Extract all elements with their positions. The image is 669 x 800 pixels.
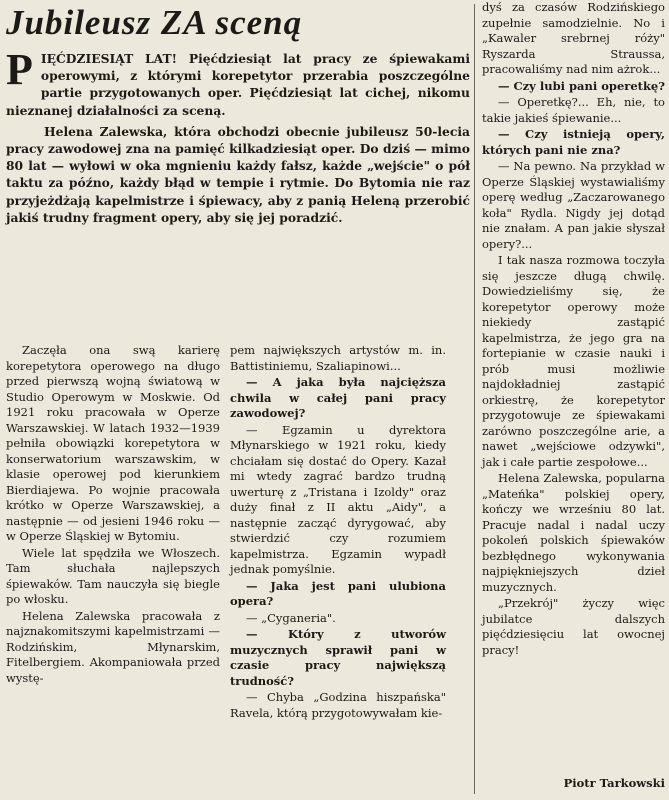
lead-p2: Helena Zalewska, która obchodzi obecnie jubileusz 50-lecia pracy zawodowej zna na pamięć kilkadziesiąt oper. Do dziś — mimo 80 lat — wyłowi w oka mgnieniu każdy fałsz, każde „wejście" o pół taktu za późno, każdy błąd w tempie i rytmie. Do Bytomia nie raz przyjeżdżają kapelmistrze i śpiewacy, aby z panią Heleną przerobić jakiś trudny fragment opery, aby się jej poradzić.: [6, 123, 470, 225]
interview-question: — Czy istnieją opery, których pani nie zna?: [482, 127, 665, 157]
col3-paragraph: dyś za czasów Rodzińskiego zupełnie samodzielnie. No i „Kawaler srebrnej róży" Ryszarda Straussa, pracowaliśmy nad nim ażrok...: [482, 0, 665, 76]
col1-paragraph: Helena Zalewska pracowała z najznakomitszymi kapelmistrzami — Rodzińskim, Młynarskim, Fitelbergiem. Akompaniowała przed wystę-: [6, 608, 220, 685]
lead-paragraphs: [6, 45, 470, 230]
interview-question: — A jaka była najcięższa chwila w całej pani pracy zawodowej?: [230, 375, 446, 420]
headline: Jubileusz ZA sceną: [6, 3, 303, 42]
col3-paragraph: „Przekrój" życzy więc jubilatce dalszych pięćdziesięciu lat owocnej pracy!: [482, 596, 665, 657]
col1-paragraph: Wiele lat spędziła we Włoszech. Tam słuchała najlepszych śpiewaków. Tam nauczyła się biegle po włosku.: [6, 545, 220, 606]
col2-paragraph: pem największych artystów m. in. Battistiniemu, Szaliapinowi...: [230, 343, 446, 373]
interview-answer: — Chyba „Godzina hiszpańska" Ravela, którą przygotowywałam kie-: [230, 690, 446, 720]
col3-paragraph: Helena Zalewska, popularna „Mateńka" polskiej opery, kończy we wrześniu 80 lat. Pracuje nadal i nadal uczy pokoleń polskich śpiewaków bezbłędnego wykonywania najpiękniejszych dzieł muzycznych.: [482, 471, 665, 594]
column-2: [230, 343, 446, 722]
column-divider: [474, 4, 475, 794]
column-3: [482, 0, 665, 659]
author-byline: Piotr Tarkowski: [563, 776, 665, 790]
interview-answer: — Egzamin u dyrektora Młynarskiego w 1921 roku, kiedy chciałam się dostać do Opery. Kazał mi wtedy zagrać bardzo trudną uwerturę z „Tristana i Izoldy" oraz duży finał z II aktu „Aidy", a następnie zacząć dyrygować, aby stwierdzić czy rozumiem kapelmistrza. Egzamin wypadł jednak pomyślnie.: [230, 422, 446, 576]
interview-question: — Jaka jest pani ulubiona opera?: [230, 578, 446, 608]
lead-p1: [6, 45, 470, 119]
interview-question: — Który z utworów muzycznych sprawił pani w czasie pracy największą trudność?: [230, 627, 446, 688]
col1-paragraph: Zaczęła ona swą karierę korepetytora operowego na długo przed pierwszą wojną światową w Studio Operowym w Moskwie. Od 1921 roku pracowała w Operze Warszawskiej. W latach 1932—1939 pełniła obowiązki korepetytora w konserwatorium warszawskim, w klasie operowej pod kierunkiem Bierdiajewa. Po wojnie pracowała krótko w Operze Warszawskiej, a następnie — od jesieni 1946 roku — w Operze Śląskiej w Bytomiu.: [6, 343, 220, 543]
column-1: [6, 343, 220, 687]
lead-p1-text: IĘĆDZIESIĄT LAT! Pięćdziesiąt lat pracy ze śpiewakami operowymi, z którymi korepetytor przerabia poszczególne partie przygotowanych oper. Pięćdziesiąt lat cichej, nikomu nieznanej działalności za sceną.: [6, 51, 470, 118]
col3-paragraph: I tak nasza rozmowa toczyła się jeszcze długą chwilę. Dowiedzieliśmy się, że korepetytor operowy może niekiedy zastąpić kapelmistrza, że jego gra na fortepianie w czasie nauki i prób musi możliwie najdokładniej zastąpić orkiestrę, że korepetytor przygotowuje ze śpiewakami zarówno poszczególne arie, a nawet „wejściowe odzywki", jak i całe partie zespołowe...: [482, 253, 665, 469]
drop-cap: P: [6, 45, 33, 94]
interview-question: — Czy lubi pani operetkę?: [498, 78, 665, 93]
interview-answer: — Operetkę?... Eh, nie, to takie jakieś śpiewanie...: [482, 95, 665, 125]
interview-answer: — „Cyganeria".: [246, 610, 336, 625]
interview-answer: — Na pewno. Na przykład w Operze Śląskiej wystawialiśmy operę według „Zaczarowanego koła" Rydla. Nigdy jej dotąd nie znałam. A pan jakie słyszał opery?...: [482, 159, 665, 251]
